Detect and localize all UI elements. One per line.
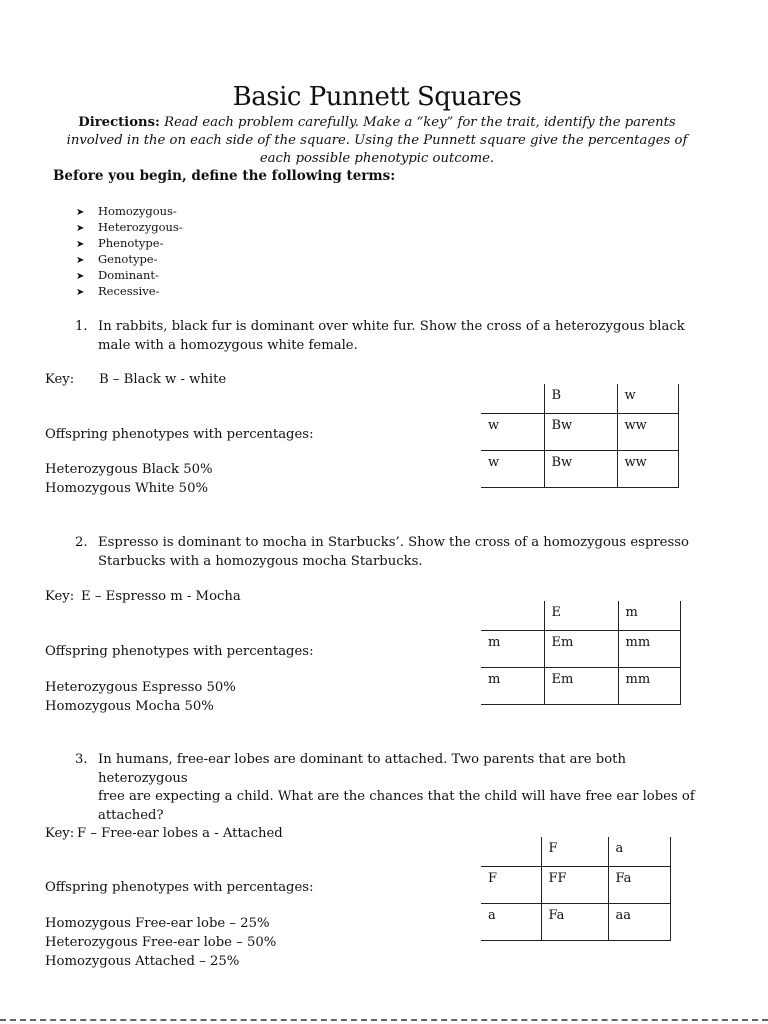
result-line: Heterozygous Espresso 50% xyxy=(45,680,236,695)
result-cell: mm xyxy=(618,667,680,704)
result-line: Homozygous White 50% xyxy=(45,481,208,496)
key-text: E – Espresso m - Mocha xyxy=(81,589,241,604)
result-cell: Bw xyxy=(544,413,617,450)
corner-cell xyxy=(481,601,544,630)
side-cell: w xyxy=(481,413,544,450)
result-line: Heterozygous Black 50% xyxy=(45,462,213,477)
side-cell: m xyxy=(481,630,544,667)
offspring-label: Offspring phenotypes with percentages: xyxy=(45,644,314,659)
result-cell: Em xyxy=(544,667,618,704)
header-cell: E xyxy=(544,601,618,630)
offspring-label: Offspring phenotypes with percentages: xyxy=(45,880,314,895)
result-cell: mm xyxy=(618,630,680,667)
arrow-bullet-icon: ➤ xyxy=(76,239,85,250)
result-cell: Fa xyxy=(541,903,608,940)
question-line: In humans, free-ear lobes are dominant to attached. Two parents that are both heterozygous xyxy=(98,752,626,786)
directions-text: Read each problem carefully. Make a “key” for the trait, identify the parents involved in the on each side of the square. Using the Punnett square give the percentages of each possible phenotypic outcome. xyxy=(66,115,688,166)
page-bottom-divider xyxy=(0,1019,768,1021)
result-cell: ww xyxy=(617,450,678,487)
terms-list xyxy=(76,203,183,299)
side-cell: F xyxy=(481,866,541,903)
corner-cell xyxy=(481,837,541,866)
side-cell: w xyxy=(481,450,544,487)
list-item: ➤ Dominant- xyxy=(76,267,183,283)
result-line: Homozygous Free-ear lobe – 25% xyxy=(45,916,270,931)
question-line: attached? xyxy=(98,807,164,823)
directions xyxy=(50,114,704,168)
result-cell: FF xyxy=(541,866,608,903)
result-cell: Em xyxy=(544,630,618,667)
arrow-bullet-icon: ➤ xyxy=(76,223,85,234)
key-label: Key: xyxy=(45,826,75,841)
question-number: 1. xyxy=(75,319,88,334)
punnett-square xyxy=(481,601,681,705)
before-begin-heading: Before you begin, define the following terms: xyxy=(53,168,396,184)
question-2 xyxy=(75,534,715,571)
offspring-label: Offspring phenotypes with percentages: xyxy=(45,427,314,442)
header-cell: a xyxy=(608,837,670,866)
list-item: ➤ Recessive- xyxy=(76,283,183,299)
question-number: 3. xyxy=(75,752,88,767)
list-item: ➤ Heterozygous- xyxy=(76,219,183,235)
result-line: Heterozygous Free-ear lobe – 50% xyxy=(45,935,277,950)
side-cell: a xyxy=(481,903,541,940)
result-cell: aa xyxy=(608,903,670,940)
key-label: Key: xyxy=(45,372,75,387)
directions-label: Directions: xyxy=(78,115,160,130)
key-label: Key: xyxy=(45,589,75,604)
header-cell: m xyxy=(618,601,680,630)
arrow-bullet-icon: ➤ xyxy=(76,255,85,266)
question-line: male with a homozygous white female. xyxy=(98,337,358,353)
page-title: Basic Punnett Squares xyxy=(232,82,522,112)
question-line: free are expecting a child. What are the chances that the child will have free ear lobes of xyxy=(98,789,695,804)
header-cell: B xyxy=(544,384,617,413)
punnett-square xyxy=(481,384,679,488)
corner-cell xyxy=(481,384,544,413)
result-cell: ww xyxy=(617,413,678,450)
header-cell: w xyxy=(617,384,678,413)
result-line: Homozygous Attached – 25% xyxy=(45,954,240,969)
key-text: F – Free-ear lobes a - Attached xyxy=(77,826,283,841)
list-item: ➤ Homozygous- xyxy=(76,203,183,219)
question-line: In rabbits, black fur is dominant over white fur. Show the cross of a heterozygous black xyxy=(98,319,685,334)
question-1 xyxy=(75,318,715,355)
result-cell: Bw xyxy=(544,450,617,487)
header-cell: F xyxy=(541,837,608,866)
list-item: ➤ Genotype- xyxy=(76,251,183,267)
question-line: Espresso is dominant to mocha in Starbucks’. Show the cross of a homozygous espresso xyxy=(98,535,689,550)
arrow-bullet-icon: ➤ xyxy=(76,207,85,218)
result-line: Homozygous Mocha 50% xyxy=(45,699,214,714)
question-3 xyxy=(75,751,715,825)
key-text: B – Black w - white xyxy=(99,372,227,387)
arrow-bullet-icon: ➤ xyxy=(76,271,85,282)
side-cell: m xyxy=(481,667,544,704)
punnett-square xyxy=(481,837,671,941)
question-number: 2. xyxy=(75,535,88,550)
list-item: ➤ Phenotype- xyxy=(76,235,183,251)
result-cell: Fa xyxy=(608,866,670,903)
arrow-bullet-icon: ➤ xyxy=(76,287,85,298)
question-line: Starbucks with a homozygous mocha Starbucks. xyxy=(98,553,423,569)
